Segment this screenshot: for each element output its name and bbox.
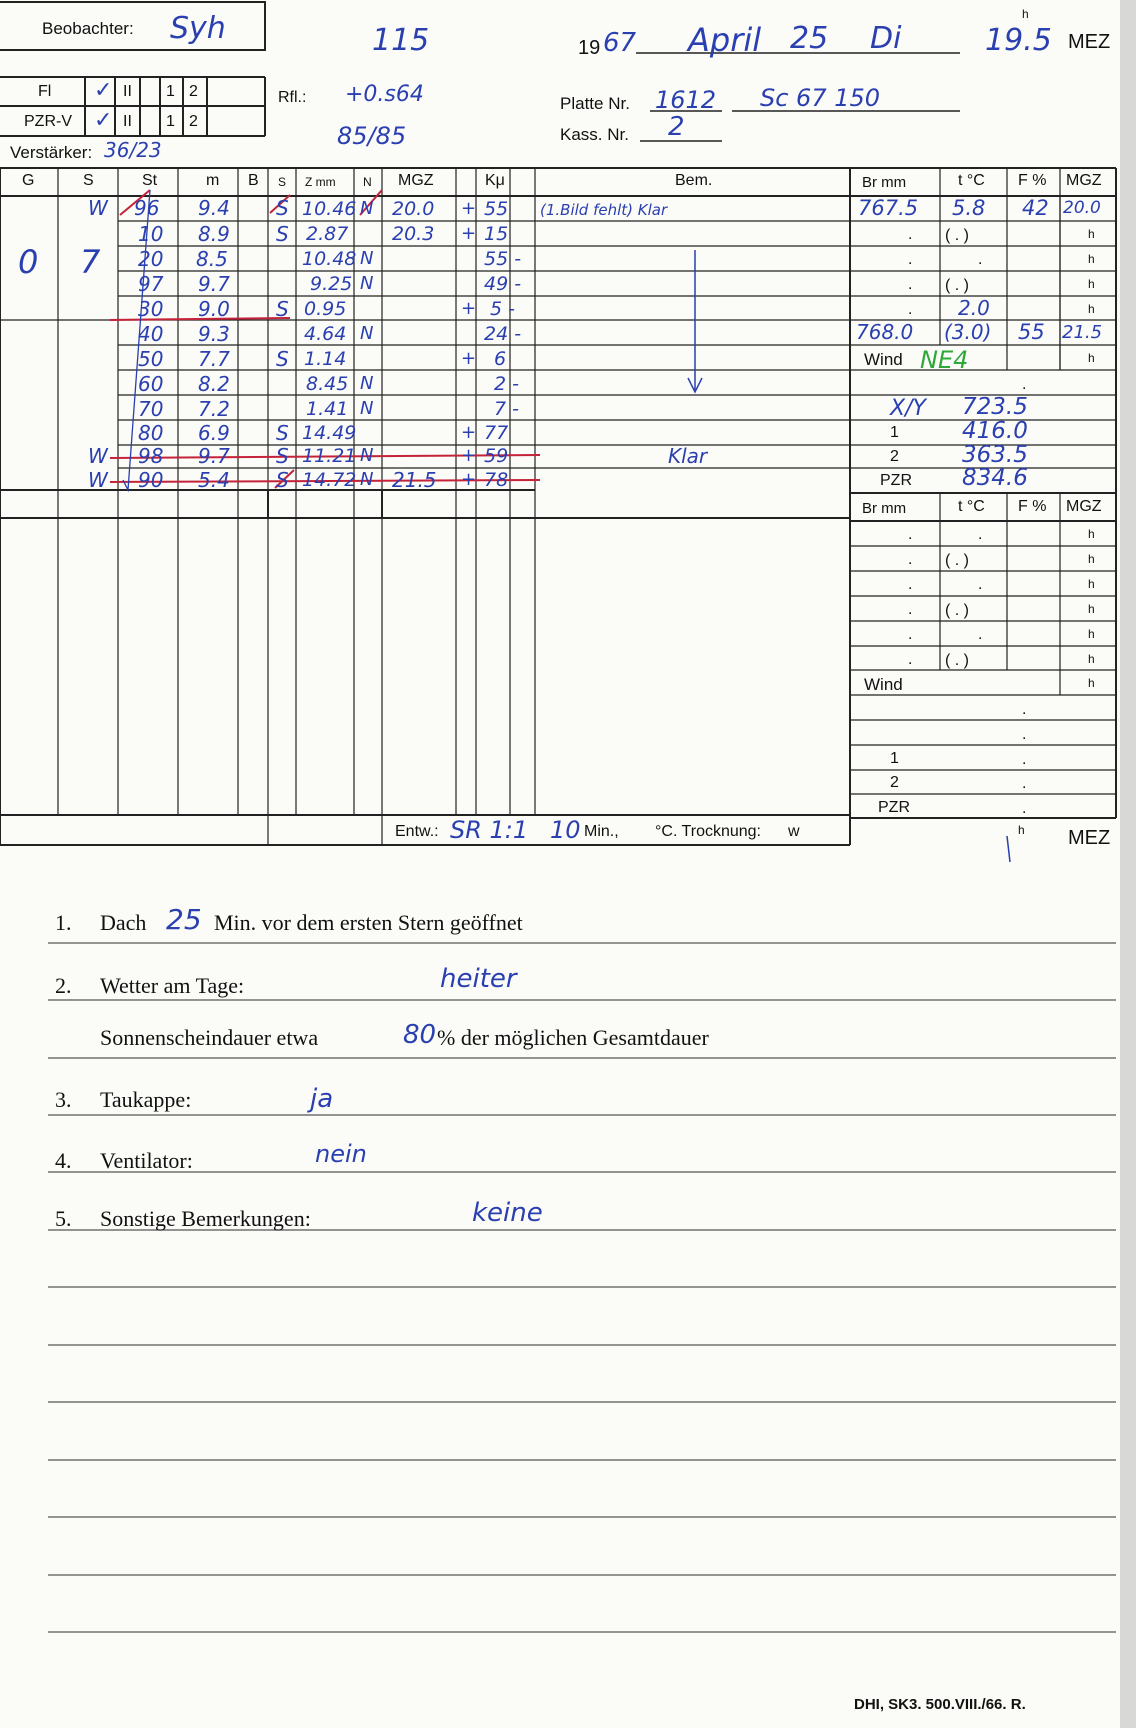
row-z: 10.46: [302, 198, 357, 220]
row-z: 1.41: [306, 398, 349, 420]
row-st: 60: [138, 372, 164, 396]
xy-value: 723.5: [962, 394, 1028, 420]
placeholder-dot: .: [908, 626, 913, 643]
rfl-value: +0.s64: [345, 82, 424, 107]
note-4-label: Ventilator:: [100, 1148, 193, 1173]
year-suffix: 67: [603, 28, 637, 58]
row-z: 2.87: [306, 223, 349, 245]
col-header-g: G: [22, 172, 35, 189]
row-n: N: [360, 323, 374, 344]
note-3-value: ja: [310, 1084, 334, 1114]
hour-mark: h: [1088, 252, 1095, 266]
note-2b-prefix: Sonnenscheindauer etwa: [100, 1025, 319, 1050]
row-st: 90: [138, 468, 164, 492]
row-z: 4.64: [304, 323, 347, 345]
row-m: 8.2: [198, 372, 230, 396]
pzr-option-3: 2: [189, 113, 198, 130]
row-z: 8.45: [306, 373, 349, 395]
note-4-number: 4.: [55, 1148, 72, 1173]
row-mgz: 20.0: [392, 198, 435, 220]
hour-mark: h: [1088, 676, 1095, 690]
placeholder-dot: .: [908, 251, 913, 268]
placeholder-paren: ( . ): [945, 602, 969, 619]
placeholder-dot: .: [978, 576, 983, 593]
row-n: N: [360, 469, 374, 490]
row-s: S: [276, 444, 289, 468]
note-3-number: 3.: [55, 1087, 72, 1112]
row-bem: Klar: [668, 444, 708, 468]
row-z: 11.21: [302, 445, 357, 467]
row-m: 8.9: [198, 222, 230, 246]
row-mgz: 21.5: [392, 468, 437, 492]
note-5-value: keine: [472, 1198, 543, 1228]
verstaerker-label: Verstärker:: [10, 143, 93, 162]
kass-label: Kass. Nr.: [560, 125, 629, 144]
placeholder-dot: .: [978, 251, 983, 268]
placeholder-dot: .: [908, 301, 913, 318]
hour-mark: h: [1088, 602, 1095, 616]
placeholder-dot: .: [978, 626, 983, 643]
weather-b-2: 768.0: [856, 320, 914, 344]
row-n: N: [360, 373, 374, 394]
row-w: W: [88, 468, 108, 492]
pzr-option-2: 1: [166, 113, 175, 130]
platte-code: Sc 67 150: [760, 84, 881, 112]
row-n: N: [360, 445, 374, 466]
row-s: S: [276, 222, 289, 246]
row-k: 2 -: [494, 373, 519, 395]
hour-mark: h: [1088, 351, 1095, 365]
row-ks: +: [461, 469, 477, 490]
placeholder-paren: ( . ): [945, 227, 969, 244]
year-prefix: 19: [578, 37, 601, 59]
row-ks: +: [461, 422, 477, 443]
col-header-mgz: MGZ: [398, 172, 434, 189]
row-ks: +: [461, 223, 477, 244]
platte-value: 1612: [655, 86, 717, 114]
row-z: 1.14: [304, 348, 347, 370]
row-k: 55 -: [484, 248, 522, 270]
row-w: W: [88, 444, 108, 468]
date-day: 25: [790, 21, 829, 56]
placeholder-dot: .: [908, 226, 913, 243]
pzr-option-1: II: [123, 113, 132, 130]
g-value: 0: [18, 243, 39, 281]
value-1-label: 1: [890, 424, 899, 441]
note-1-number: 1.: [55, 910, 72, 935]
col-header-s: S: [83, 172, 94, 189]
pzr-label: PZR-V: [24, 113, 72, 130]
hour-mark: h: [1088, 302, 1095, 316]
date-month: April: [688, 21, 762, 59]
placeholder-dot: .: [908, 526, 913, 543]
row-m: 9.7: [198, 444, 230, 468]
row-m: 5.4: [198, 468, 230, 492]
footer-hour-mark: h: [1018, 823, 1025, 837]
placeholder-paren: ( . ): [945, 277, 969, 294]
value-2: 363.5: [962, 442, 1028, 468]
row-w: W: [88, 196, 108, 220]
row-m: 7.7: [198, 347, 230, 371]
row-z: 14.72: [302, 469, 357, 491]
weather-header-mgz-2: MGZ: [1066, 498, 1102, 515]
date-weekday: Di: [870, 21, 902, 56]
row-z: 10.48: [302, 248, 357, 270]
pzr-value-label: PZR: [880, 472, 912, 489]
fl-option-2: 1: [166, 83, 175, 100]
weather-header-f: F %: [1018, 172, 1047, 189]
xy-label: X/Y: [890, 396, 926, 421]
row-st: 80: [138, 421, 164, 445]
form-code: DHI, SK3. 500.VIII./66. R.: [854, 1696, 1026, 1713]
row-st: 70: [138, 397, 164, 421]
value-2-label-2: 2: [890, 774, 899, 791]
placeholder-dot: .: [1022, 726, 1027, 743]
row-st: 98: [138, 444, 164, 468]
value-1: 416.0: [962, 418, 1028, 444]
placeholder-dot: .: [908, 651, 913, 668]
hour-mark: h: [1088, 527, 1095, 541]
placeholder-paren: ( . ): [945, 652, 969, 669]
col-header-m: m: [206, 172, 220, 189]
row-m: 6.9: [198, 421, 230, 445]
row-s: S: [276, 468, 289, 492]
fl-check-mark: ✓: [94, 78, 113, 103]
col-header-bem: Bem.: [675, 172, 713, 189]
entw-label: Entw.:: [395, 823, 439, 840]
row-s: S: [276, 421, 289, 445]
row-m: 7.2: [198, 397, 230, 421]
row-n: N: [360, 248, 374, 269]
row-z: 0.95: [304, 298, 347, 320]
weather-header-b: Br mm: [862, 174, 907, 191]
row-n: N: [360, 198, 374, 219]
row-ks: +: [461, 348, 477, 369]
placeholder-dot: .: [908, 601, 913, 618]
s-value: 7: [80, 243, 101, 281]
note-1-text: Min. vor dem ersten Stern geöffnet: [214, 910, 523, 935]
hour-mark: h: [1088, 277, 1095, 291]
placeholder-dot: .: [908, 551, 913, 568]
row-st: 96: [134, 196, 160, 220]
weather-header-f-2: F %: [1018, 498, 1047, 515]
placeholder-dot: .: [1022, 701, 1027, 718]
row-st: 20: [138, 247, 164, 271]
row-m: 9.0: [198, 297, 230, 321]
weather-header-t-2: t °C: [958, 498, 985, 515]
weather-t-2: (3.0): [944, 320, 992, 344]
col-header-n: N: [363, 175, 372, 189]
row-bem: (1.Bild fehlt) Klar: [540, 201, 668, 219]
observer-label: Beobachter:: [42, 19, 134, 38]
row-st: 30: [138, 297, 164, 321]
weather-mgz-1: 20.0: [1063, 198, 1101, 218]
row-m: 9.4: [198, 196, 230, 220]
value-1-label-2: 1: [890, 750, 899, 767]
footer-mez: MEZ: [1068, 827, 1111, 849]
placeholder-dot: .: [1022, 751, 1027, 768]
hour-mark: h: [1088, 577, 1095, 591]
row-z: 9.25: [310, 273, 353, 295]
time-unit: h: [1022, 7, 1029, 21]
row-st: 97: [138, 272, 164, 296]
hour-mark: h: [1088, 627, 1095, 641]
note-1-prefix: Dach: [100, 910, 147, 935]
verstaerker-value: 36/23: [104, 138, 162, 162]
row-k: 6: [494, 348, 507, 370]
weather-f-2: 55: [1018, 320, 1045, 344]
weather-header-b-2: Br mm: [862, 500, 907, 517]
wind-value: NE4: [920, 346, 969, 374]
row-k: 15: [484, 223, 509, 245]
row-k: 5 -: [490, 298, 515, 320]
hour-mark: h: [1088, 227, 1095, 241]
trocknung-label: °C. Trocknung:: [655, 823, 761, 840]
row-n: N: [360, 398, 374, 419]
col-header-st: St: [142, 172, 158, 189]
value-2-label: 2: [890, 448, 899, 465]
note-3-label: Taukappe:: [100, 1087, 192, 1112]
wind-label-2: Wind: [864, 675, 903, 694]
row-k: 24 -: [484, 323, 522, 345]
timezone-label: MEZ: [1068, 31, 1111, 53]
weather-f-1: 42: [1022, 196, 1049, 220]
note-2b-text: % der möglichen Gesamtdauer: [437, 1025, 709, 1050]
row-n: N: [360, 273, 374, 294]
note-4-value: nein: [315, 1140, 367, 1168]
pzr-value: 834.6: [962, 465, 1028, 491]
note-2-number: 2.: [55, 973, 72, 998]
row-ks: +: [461, 298, 477, 319]
platte-label: Platte Nr.: [560, 94, 630, 113]
row-k: 78: [484, 469, 509, 491]
weather-mgz-2: 21.5: [1062, 322, 1103, 343]
note-1-value: 25: [166, 903, 202, 936]
trocknung-value: w: [788, 823, 800, 840]
row-mgz: 20.3: [392, 223, 435, 245]
observer-value: Syh: [170, 11, 226, 46]
fl-option-3: 2: [189, 83, 198, 100]
fl-option-1: II: [123, 83, 132, 100]
time-value: 19.5: [985, 23, 1052, 58]
col-header-kmu: Kμ: [485, 172, 505, 189]
row-k: 7 -: [494, 398, 519, 420]
wind-label: Wind: [864, 350, 903, 369]
placeholder-dot: .: [1022, 800, 1027, 817]
row-st: 50: [138, 347, 164, 371]
note-5-number: 5.: [55, 1206, 72, 1231]
row-k: 59: [484, 445, 509, 467]
placeholder-dot: .: [978, 526, 983, 543]
note-2-label: Wetter am Tage:: [100, 973, 245, 998]
pzr-check-mark: ✓: [94, 108, 113, 133]
placeholder-dot: .: [908, 576, 913, 593]
note-5-label: Sonstige Bemerkungen:: [100, 1206, 311, 1231]
placeholder-dot: .: [908, 276, 913, 293]
row-ks: +: [461, 445, 477, 466]
row-m: 9.3: [198, 322, 230, 346]
col-header-zmm: Z mm: [305, 175, 336, 189]
hour-mark: h: [1088, 552, 1095, 566]
row-s: S: [276, 347, 289, 371]
kass-value: 2: [668, 112, 685, 142]
placeholder-dot: .: [1022, 775, 1027, 792]
row-st: 40: [138, 322, 164, 346]
row-s: S: [276, 297, 289, 321]
row-s: S: [276, 196, 289, 220]
row-m: 8.5: [196, 247, 228, 271]
row-st: 10: [138, 222, 164, 246]
pzr-value-label-2: PZR: [878, 799, 910, 816]
row-k: 55: [484, 198, 509, 220]
ratio-value: 85/85: [337, 122, 407, 150]
rfl-label: Rfl.:: [278, 89, 307, 106]
entw-value: SR 1:1: [450, 816, 529, 844]
hour-mark: h: [1088, 652, 1095, 666]
weather-t-5: 2.0: [958, 296, 990, 320]
row-z: 14.49: [302, 422, 357, 444]
fl-label: Fl: [38, 83, 52, 100]
weather-header-t: t °C: [958, 172, 985, 189]
row-ks: +: [461, 198, 477, 219]
col-header-s2: S: [278, 175, 287, 189]
col-header-b: B: [248, 172, 259, 189]
weather-b-1: 767.5: [858, 196, 919, 220]
weather-header-mgz: MGZ: [1066, 172, 1102, 189]
row-k: 77: [484, 422, 509, 444]
entw-min-label: Min.,: [584, 823, 619, 840]
weather-t-1: 5.8: [952, 196, 986, 220]
blue-hand-strokes: [123, 190, 1010, 862]
sequence-number: 115: [372, 23, 430, 58]
note-2-value: heiter: [440, 964, 517, 994]
placeholder-dot: .: [1022, 376, 1027, 393]
row-m: 9.7: [198, 272, 230, 296]
placeholder-paren: ( . ): [945, 552, 969, 569]
note-2b-value: 80: [403, 1020, 437, 1050]
row-k: 49 -: [484, 273, 522, 295]
entw-minutes: 10: [550, 816, 581, 844]
